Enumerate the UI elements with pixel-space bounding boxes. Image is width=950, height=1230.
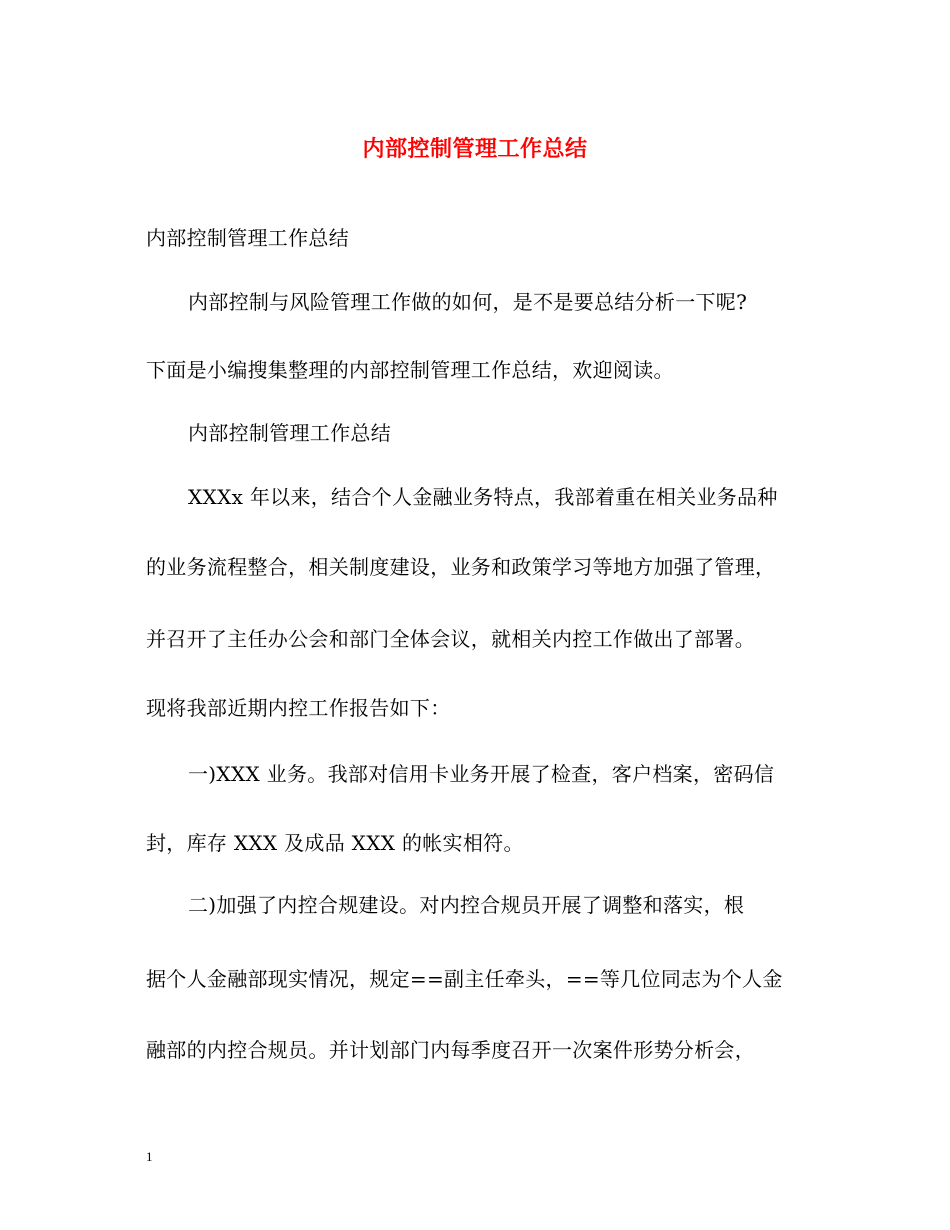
page-number: 1: [146, 1149, 153, 1164]
paragraph-line: 内部控制与风险管理工作做的如何，是不是要总结分析一下呢?: [188, 290, 748, 314]
paragraph-line: 下面是小编搜集整理的内部控制管理工作总结，欢迎阅读。: [146, 358, 674, 382]
subtitle-line: 内部控制管理工作总结: [146, 226, 349, 250]
paragraph-line: XXXx 年以来，结合个人金融业务特点，我部着重在相关业务品种: [188, 485, 778, 509]
paragraph-line: 二)加强了内控合规建设。对内控合规员开展了调整和落实，根: [188, 893, 745, 917]
paragraph-line: 封，库存 XXX 及成品 XXX 的帐实相符。: [146, 831, 524, 855]
paragraph-line: 的业务流程整合，相关制度建设，业务和政策学习等地方加强了管理，: [146, 555, 776, 579]
paragraph-line: 现将我部近期内控工作报告如下：: [146, 696, 451, 720]
paragraph-line: 据个人金融部现实情况，规定==副主任牵头，==等几位同志为个人金: [146, 967, 783, 991]
document-title: 内部控制管理工作总结: [362, 136, 588, 162]
section-heading-line: 内部控制管理工作总结: [188, 421, 391, 445]
paragraph-line: 一)XXX 业务。我部对信用卡业务开展了检查，客户档案，密码信: [188, 762, 775, 786]
paragraph-line: 并召开了主任办公会和部门全体会议，就相关内控工作做出了部署。: [146, 627, 755, 651]
paragraph-line: 融部的内控合规员。并计划部门内每季度召开一次案件形势分析会，: [146, 1038, 755, 1062]
